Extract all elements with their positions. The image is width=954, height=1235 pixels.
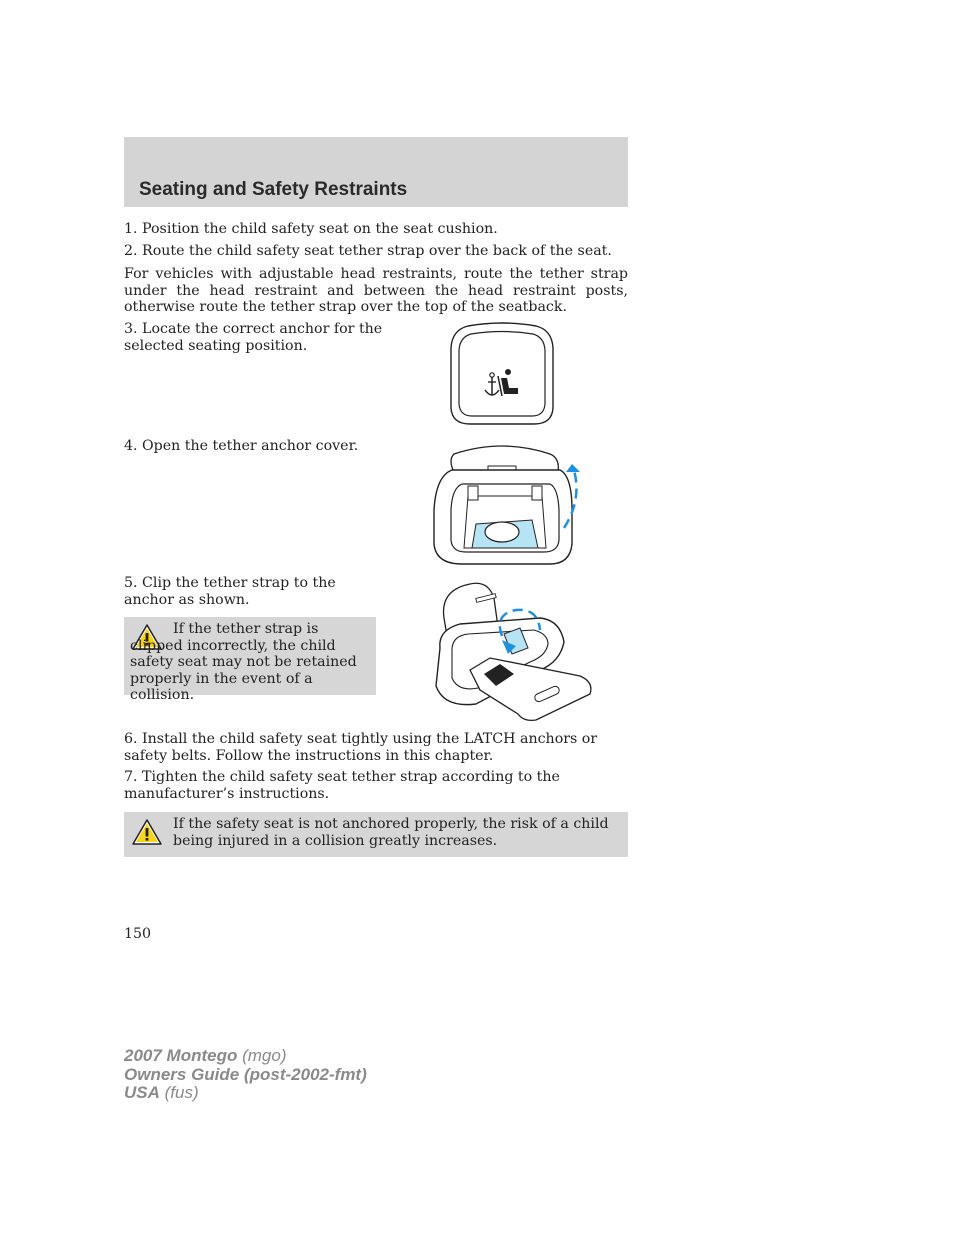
document-footer <box>124 1047 367 1103</box>
step-3: 3. Locate the correct anchor for the selected seating position. <box>124 321 383 354</box>
footer-line-3 <box>124 1084 367 1103</box>
page-number: 150 <box>124 926 152 942</box>
warning-text-anchoring: If the safety seat is not anchored properly, the risk of a child being injured in a collision greatly increases. <box>173 816 609 849</box>
footer-market: USA <box>124 1083 160 1102</box>
section-header <box>124 137 628 207</box>
warning-box-anchoring <box>124 812 628 857</box>
section-title: Seating and Safety Restraints <box>139 179 408 200</box>
warning-text-tether: If the tether strap is clipped incorrectly, the child safety seat may not be retained properly in the event of a collision. <box>130 621 357 703</box>
tether-clip-figure <box>430 578 596 728</box>
warning-box-tether <box>124 617 376 703</box>
step-2: 2. Route the child safety seat tether strap over the back of the seat. <box>124 243 612 259</box>
step-5: 5. Clip the tether strap to the anchor as shown. <box>124 575 336 608</box>
warning-triangle-icon <box>131 818 163 846</box>
footer-model-code: (mgo) <box>242 1046 287 1065</box>
step-4: 4. Open the tether anchor cover. <box>124 438 359 454</box>
footer-line-2 <box>124 1066 367 1085</box>
anchor-cover-closed-figure <box>446 322 558 428</box>
footer-market-code: (fus) <box>164 1083 199 1102</box>
footer-line-1 <box>124 1047 367 1066</box>
footer-guide: Owners Guide (post-2002-fmt) <box>124 1064 367 1084</box>
step-1: 1. Position the child safety seat on the seat cushion. <box>124 221 498 237</box>
step-6: 6. Install the child safety seat tightly using the LATCH anchors or safety belts. Follow the instructions in this chapter. <box>124 731 598 764</box>
head-restraint-note: For vehicles with adjustable head restraints, route the tether strap under the head restraint and between the head restraint posts, otherwise route the tether strap over the top of the seatback. <box>124 266 628 315</box>
anchor-cover-open-figure <box>432 440 584 568</box>
step-7: 7. Tighten the child safety seat tether strap according to the manufacturer’s instructions. <box>124 769 560 802</box>
footer-model: 2007 Montego <box>124 1046 238 1065</box>
